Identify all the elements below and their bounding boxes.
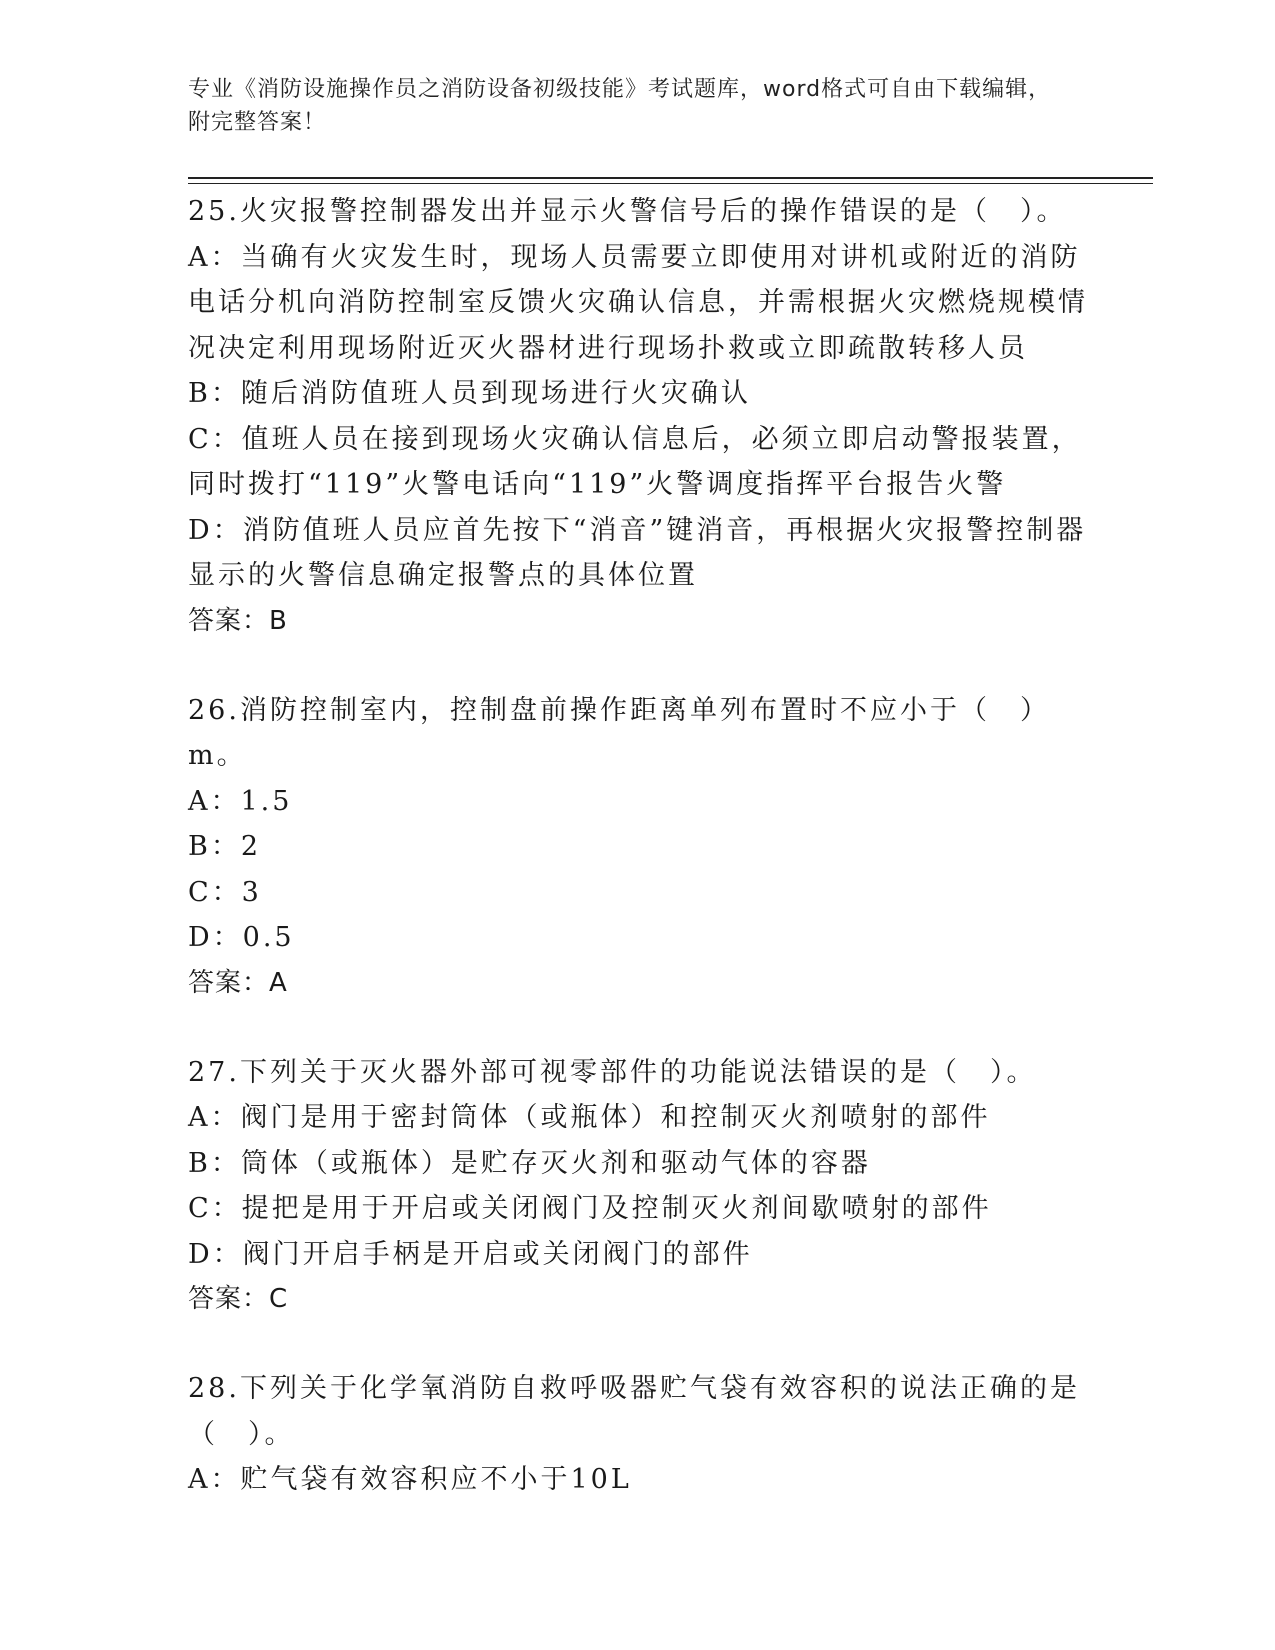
option-d: D：阀门开启手柄是开启或关闭阀门的部件 <box>188 1238 753 1270</box>
option-c: C：3 <box>188 876 262 908</box>
question-stem: 27.下列关于灭火器外部可视零部件的功能说法错误的是（ ）。 <box>188 1056 1037 1088</box>
option-a: A：当确有火灾发生时，现场人员需要立即使用对讲机或附近的消防电话分机向消防控制室反馈火灾确认信息，并需根据火灾燃烧规模情况决定利用现场附近灭火器材进行现场扑救或立即疏散转移人员 <box>188 241 1088 364</box>
document-header: 专业《消防设施操作员之消防设备初级技能》考试题库，word格式可自由下载编辑，附完整答案！ <box>188 77 1052 135</box>
header-divider-thin <box>188 183 1153 184</box>
question-list <box>188 189 1088 1547</box>
question-stem: 26.消防控制室内，控制盘前操作距离单列布置时不应小于（ ）m。 <box>188 694 1050 771</box>
option-a: A：阀门是用于密封筒体（或瓶体）和控制灭火剂喷射的部件 <box>188 1102 991 1133</box>
option-c: C：提把是用于开启或关闭阀门及控制灭火剂间歇喷射的部件 <box>188 1193 992 1224</box>
option-b: B：筒体（或瓶体）是贮存灭火剂和驱动气体的容器 <box>188 1147 871 1179</box>
option-b: B：随后消防值班人员到现场进行火灾确认 <box>188 378 751 409</box>
question-28 <box>188 1366 1088 1503</box>
question-27 <box>188 1050 1088 1323</box>
option-b: B：2 <box>188 831 262 862</box>
option-a: A：贮气袋有效容积应不小于10L <box>188 1464 632 1495</box>
header-divider-thick <box>188 177 1153 179</box>
question-25 <box>188 189 1088 644</box>
question-stem: 28.下列关于化学氧消防自救呼吸器贮气袋有效容积的说法正确的是（ ）。 <box>188 1373 1080 1450</box>
answer-line: 答案：A <box>188 967 288 998</box>
option-d: D：0.5 <box>188 922 295 953</box>
question-26 <box>188 688 1088 1006</box>
option-a: A：1.5 <box>188 785 293 817</box>
answer-line: 答案：B <box>188 605 288 636</box>
question-stem: 25.火灾报警控制器发出并显示火警信号后的操作错误的是（ ）。 <box>188 196 1067 227</box>
option-d: D：消防值班人员应首先按下“消音”键消音，再根据火灾报警控制器显示的火警信息确定报警点的具体位置 <box>188 514 1087 591</box>
option-c: C：值班人员在接到现场火灾确认信息后，必须立即启动警报装置，同时拨打“119”火警电话向“119”火警调度指挥平台报告火警 <box>188 423 1082 500</box>
answer-line: 答案：C <box>188 1284 289 1314</box>
